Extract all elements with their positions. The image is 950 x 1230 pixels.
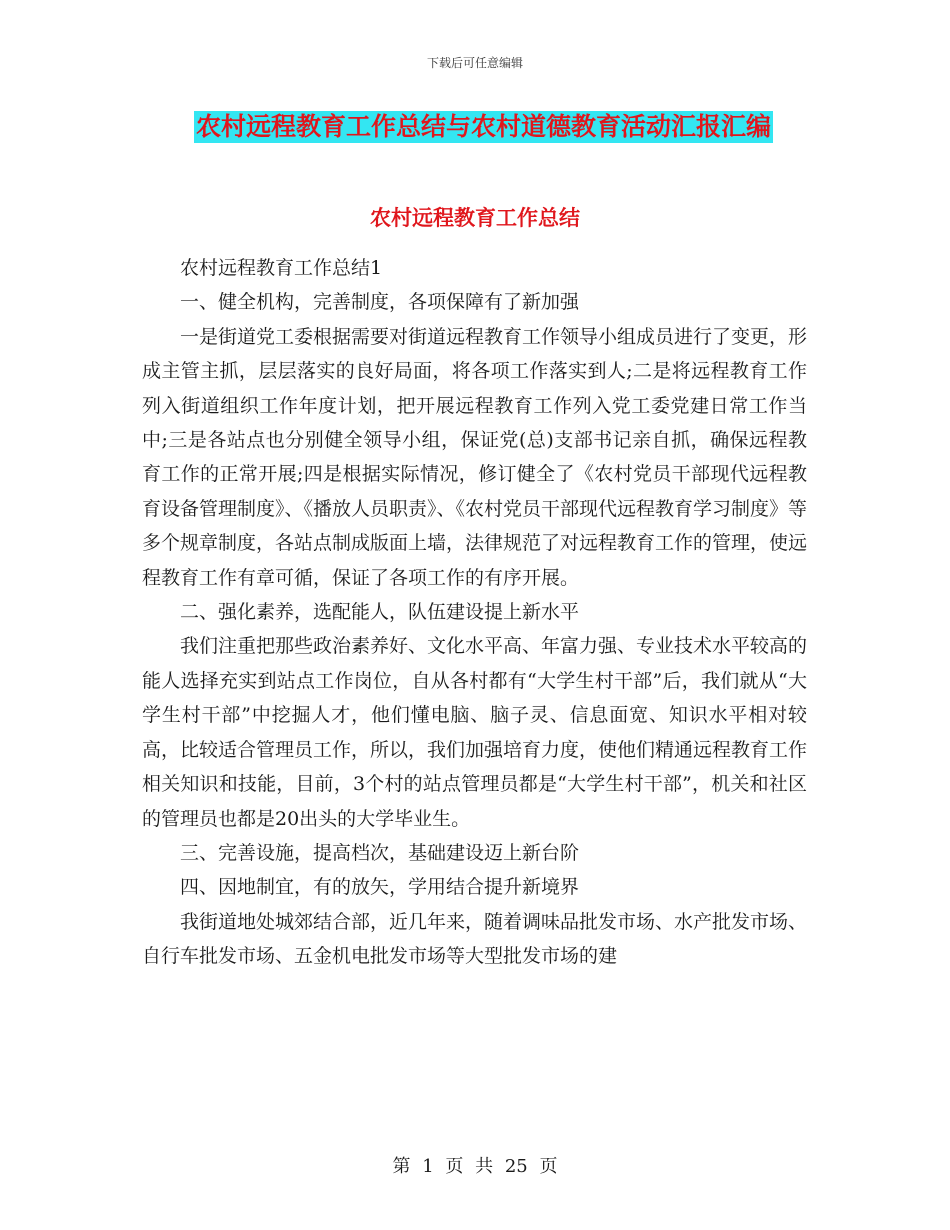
document-title: 农村远程教育工作总结与农村道德教育活动汇报汇编 bbox=[196, 112, 772, 141]
paragraph-body-4: 我街道地处城郊结合部，近几年来，随着调味品批发市场、水产批发市场、自行车批发市场、五金机电批发市场等大型批发市场的建 bbox=[142, 910, 808, 968]
document-body bbox=[142, 251, 807, 974]
paragraph-heading-4: 四、因地制宜，有的放矢，学用结合提升新境界 bbox=[180, 876, 580, 899]
paragraph-heading-3: 三、完善设施，提高档次，基础建设迈上新台阶 bbox=[180, 841, 580, 864]
paragraph-heading-2: 二、强化素养，选配能人，队伍建设提上新水平 bbox=[180, 601, 580, 624]
paragraph-body-1: 一是街道党工委根据需要对街道远程教育工作领导小组成员进行了变更，形成主管主抓，层层落实的良好局面，将各项工作落实到人;二是将远程教育工作列入街道组织工作年度计划，把开展远程教育工作列入党工委党建日常工作当中;三是各站点也分别健全领导小组，保证党(总)支部书记亲自抓，确保远程教育工作的正常开展;四是根据实际情况，修订健全了《农村党员干部现代远程教育设备管理制度》、《播放人员职责》、《农村党员干部现代远程教育学习制度》等多个规章制度，各站点制成版面上墙，法律规范了对远程教育工作的管理，使远程教育工作有章可循，保证了各项工作的有序开展。 bbox=[142, 325, 808, 589]
paragraph-body-2: 我们注重把那些政治素养好、文化水平高、年富力强、专业技术水平较高的能人选择充实到站点工作岗位，自从各村都有“大学生村干部”后，我们就从“大学生村干部”中挖掘人才，他们懂电脑、脑子灵、信息面宽、知识水平相对较高，比较适合管理员工作，所以，我们加强培育力度，使他们精通远程教育工作相关知识和技能，目前，3个村的站点管理员都是“大学生村干部”，机关和社区的管理员也都是20出头的大学毕业生。 bbox=[142, 635, 808, 830]
header-note: 下载后可任意编辑 bbox=[426, 56, 523, 70]
paragraph-subtitle: 农村远程教育工作总结1 bbox=[180, 257, 383, 279]
section-title: 农村远程教育工作总结 bbox=[370, 206, 580, 230]
page-footer: 第 1 页 共 25 页 bbox=[392, 1156, 558, 1177]
paragraph-heading-1: 一、健全机构，完善制度，各项保障有了新加强 bbox=[180, 291, 580, 314]
